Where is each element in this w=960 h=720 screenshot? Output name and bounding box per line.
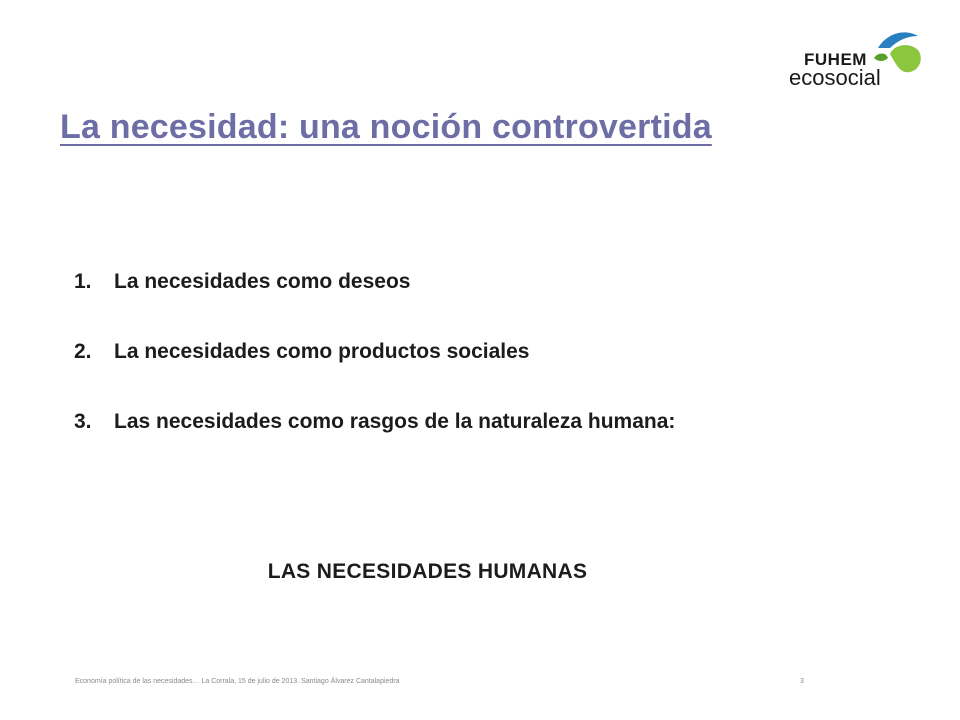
logo-line-2: ecosocial: [789, 65, 881, 90]
list-item: [74, 332, 794, 372]
list-item: [74, 262, 794, 302]
list-item-number: 1.: [74, 270, 92, 293]
slide-title: La necesidad: una noción controvertida: [60, 108, 712, 146]
footer-text: Economía política de las necesidades… La Corrala, 15 de julio de 2013. Santiago Álvarez Cantalapiedra: [75, 678, 400, 685]
list-item-text: Las necesidades como rasgos de la naturaleza humana:: [114, 410, 676, 433]
fuhem-ecosocial-logo: [786, 24, 926, 94]
logo-line-1: FUHEM: [804, 50, 867, 69]
needs-list: [74, 262, 794, 472]
list-item-number: 2.: [74, 340, 92, 363]
list-item-text: La necesidades como deseos: [114, 270, 411, 293]
list-item-text: La necesidades como productos sociales: [114, 340, 530, 363]
list-item: [74, 402, 794, 442]
center-heading: LAS NECESIDADES HUMANAS: [267, 560, 588, 583]
list-item-number: 3.: [74, 410, 92, 433]
page-number: 3: [800, 678, 804, 685]
